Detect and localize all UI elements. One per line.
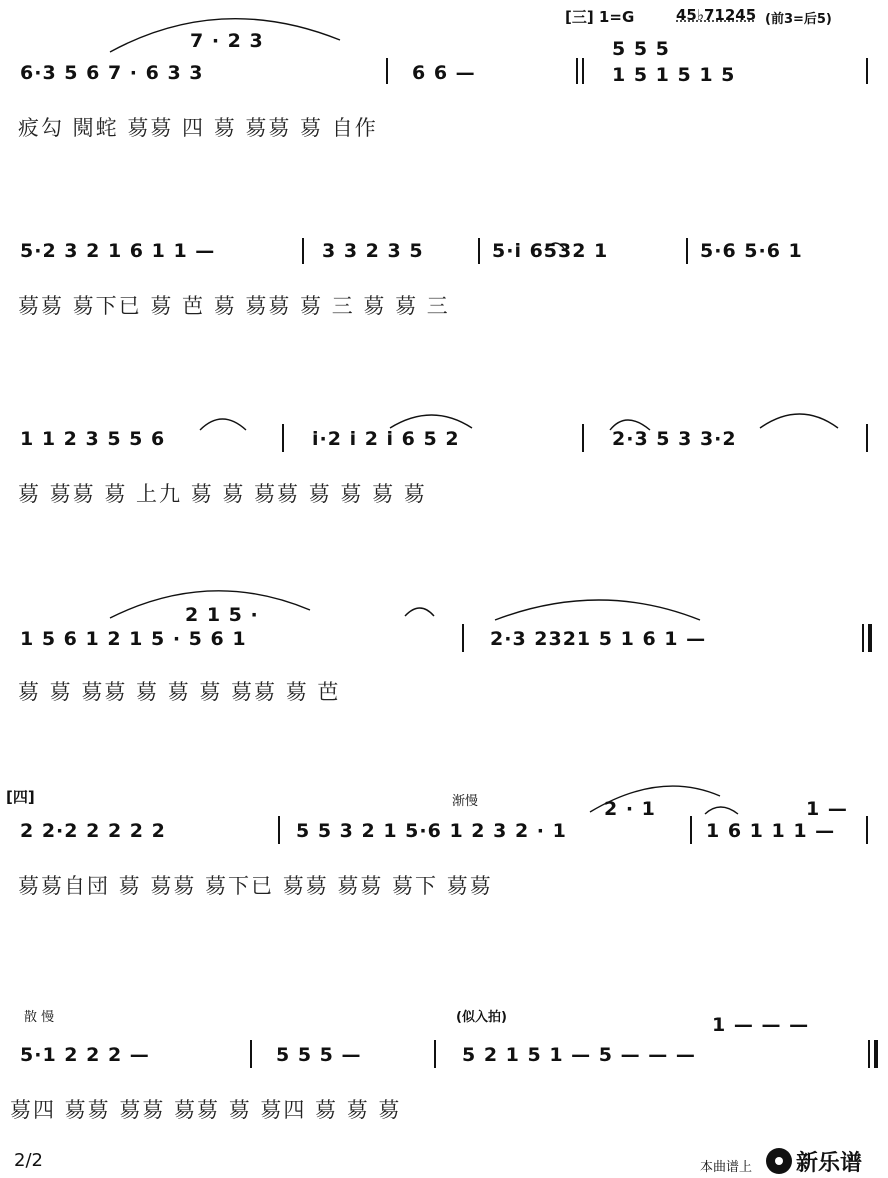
row1-numbers-c: 1 5 1 5 1 5 — [612, 64, 736, 86]
row2-numbers-a: 5·2 3 2 1 6 1 1 — — [20, 240, 216, 262]
section-4-label: [四] — [6, 788, 35, 806]
brand-logo-icon — [766, 1148, 792, 1174]
source-note: 本曲谱上 — [700, 1160, 753, 1175]
row3-numbers-a: 1 1 2 3 5 5 6 — [20, 428, 166, 450]
row6-numbers-a: 5·1 2 2 2 — — [20, 1044, 150, 1066]
row2-numbers-c: 5·i 6532 1 — [492, 240, 609, 262]
section-3-key: [三] 1=G — [565, 8, 635, 26]
row6-upper-numbers: 1 — — — — [712, 1014, 810, 1036]
row6-numbers-c: 5 2 1 5 1 — 5 — — — — [462, 1044, 696, 1066]
row4-numbers-b: 2·3 2321 5 1 6 1 — — [490, 628, 707, 650]
row1-numbers-a: 6·3 5 6 7 · 6 3 3 — [20, 62, 204, 84]
barline — [686, 238, 688, 264]
barline — [582, 58, 584, 84]
row1-upper-numbers-b: 5 5 5 — [612, 38, 670, 60]
barline — [576, 58, 578, 84]
page-number: 2/2 — [14, 1150, 43, 1171]
row2-numbers-d: 5·6 5·6 1 — [700, 240, 803, 262]
row3-numbers-c: 2·3 5 3 3·2 — [612, 428, 737, 450]
row5-upper-numbers-a: 2 · 1 — [604, 798, 656, 820]
row2-jianzi: 䓪䓪 䓪下已 䓪 芭 䓪 䓪䓪 䓪 三 䓪 䓪 三 — [18, 294, 450, 318]
tuning-string: 45♭71245 — [676, 6, 757, 24]
barline — [302, 238, 304, 264]
barline — [462, 624, 464, 652]
barline — [478, 238, 480, 264]
tempo-gradual-slow: 渐慢 — [452, 794, 479, 809]
barline — [868, 624, 872, 652]
barline — [582, 424, 584, 452]
row3-numbers-b: i·2 i 2 i 6 5 2 — [312, 428, 460, 450]
barline — [866, 816, 868, 844]
row4-numbers-a: 1 5 6 1 2 1 5 · 5 6 1 — [20, 628, 247, 650]
row2-numbers-b: 3 3 2 3 5 — [322, 240, 424, 262]
barline — [278, 816, 280, 844]
barline — [862, 624, 864, 652]
row5-upper-numbers-b: 1 — — [806, 798, 848, 820]
tuning-note: (前3=后5) — [765, 12, 832, 27]
barline — [434, 1040, 436, 1068]
row4-upper-numbers: 2 1 5 · — [185, 604, 259, 626]
row1-upper-numbers-a: 7 · 2 3 — [190, 30, 264, 52]
barline — [690, 816, 692, 844]
barline — [866, 58, 868, 84]
row6-jianzi: 䓪四 䓪䓪 䓪䓪 䓪䓪 䓪 䓪四 䓪 䓪 䓪 — [10, 1098, 402, 1122]
row4-jianzi: 䓪 䓪 䓪䓪 䓪 䓪 䓪 䓪䓪 䓪 芭 — [18, 680, 341, 704]
row1-numbers-b: 6 6 — — [412, 62, 476, 84]
tempo-free-slow: 散 慢 — [24, 1010, 55, 1025]
barline — [866, 424, 868, 452]
row5-jianzi: 䓪䓪自団 䓪 䓪䓪 䓪下已 䓪䓪 䓪䓪 䓪下 䓪䓪 — [18, 874, 493, 898]
row5-numbers-b: 5 5 3 2 1 5·6 1 2 3 2 · 1 — [296, 820, 567, 842]
row1-jianzi: 㽹勾 䦧䖳 䓪䓪 四 䓪 䓪䓪 䓪 自作 — [18, 116, 378, 140]
row5-numbers-c: 1 6 1 1 1 — — [706, 820, 836, 842]
barline — [282, 424, 284, 452]
tempo-paren: (似入拍) — [456, 1010, 507, 1025]
row6-numbers-b: 5 5 5 — — [276, 1044, 362, 1066]
row3-jianzi: 䓪 䓪䓪 䓪 上九 䓪 䓪 䓪䓪 䓪 䓪 䓪 䓪 — [18, 482, 427, 506]
barline — [250, 1040, 252, 1068]
barline — [386, 58, 388, 84]
brand-name: 新乐谱 — [796, 1151, 863, 1176]
barline — [868, 1040, 870, 1068]
row5-numbers-a: 2 2·2 2 2 2 2 — [20, 820, 166, 842]
barline — [874, 1040, 878, 1068]
